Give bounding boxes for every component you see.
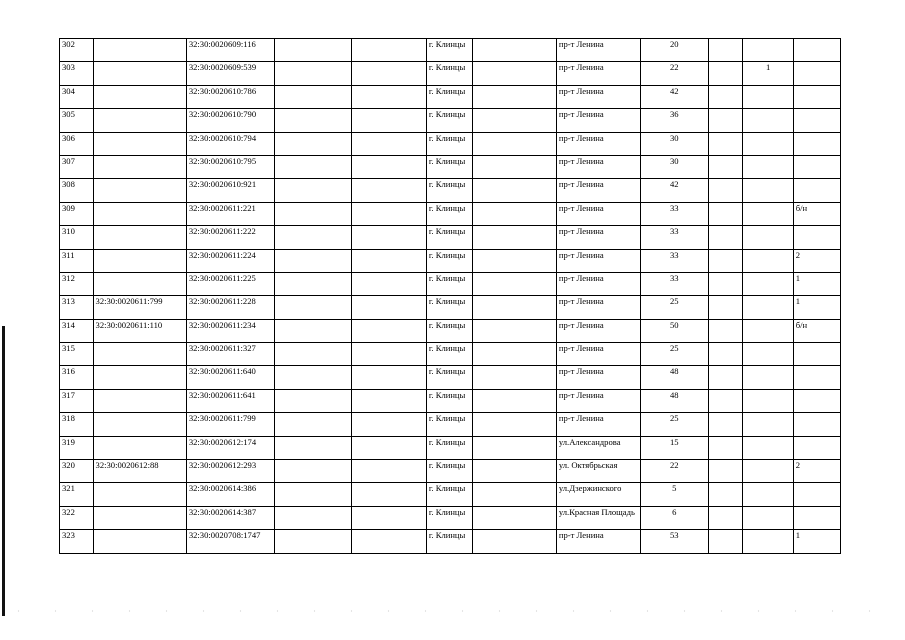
empty-cell (472, 460, 556, 483)
street-cell: пр-т Ленина (556, 202, 640, 225)
table-row (60, 343, 841, 366)
empty-cell (708, 483, 743, 506)
building-cell (743, 155, 793, 178)
scan-noise-line (0, 610, 905, 612)
building-cell (743, 319, 793, 342)
row-number-cell: 318 (60, 413, 94, 436)
street-cell: пр-т Ленина (556, 366, 640, 389)
empty-cell (352, 249, 426, 272)
street-cell: пр-т Ленина (556, 389, 640, 412)
row-number-cell: 320 (60, 460, 94, 483)
cadastral-number-cell: 32:30:0020611:228 (186, 296, 274, 319)
table-row (60, 155, 841, 178)
empty-cell (274, 530, 352, 553)
building-cell (743, 389, 793, 412)
table-row (60, 109, 841, 132)
apartment-cell: 2 (793, 460, 840, 483)
cadastral-number-cell: 32:30:0020611:222 (186, 226, 274, 249)
empty-cell (274, 413, 352, 436)
cadastral-number-cell: 32:30:0020609:116 (186, 39, 274, 62)
empty-cell (274, 179, 352, 202)
building-cell: 1 (743, 62, 793, 85)
register-body (60, 39, 841, 554)
apartment-cell (793, 85, 840, 108)
empty-cell (352, 272, 426, 295)
city-cell: г. Клинцы (426, 343, 472, 366)
parent-cadastral-cell (93, 109, 186, 132)
empty-cell (708, 62, 743, 85)
parent-cadastral-cell (93, 226, 186, 249)
house-number-cell: 20 (640, 39, 708, 62)
row-number-cell: 323 (60, 530, 94, 553)
row-number-cell: 321 (60, 483, 94, 506)
building-cell (743, 506, 793, 529)
street-cell: пр-т Ленина (556, 249, 640, 272)
street-cell: ул.Красная Площадь (556, 506, 640, 529)
cadastral-number-cell: 32:30:0020611:799 (186, 413, 274, 436)
empty-cell (352, 155, 426, 178)
empty-cell (472, 366, 556, 389)
empty-cell (274, 85, 352, 108)
street-cell: пр-т Ленина (556, 109, 640, 132)
empty-cell (274, 109, 352, 132)
cadastral-number-cell: 32:30:0020610:794 (186, 132, 274, 155)
apartment-cell (793, 483, 840, 506)
city-cell: г. Клинцы (426, 155, 472, 178)
table-row (60, 319, 841, 342)
empty-cell (472, 109, 556, 132)
empty-cell (352, 62, 426, 85)
cadastral-number-cell: 32:30:0020708:1747 (186, 530, 274, 553)
parent-cadastral-cell (93, 179, 186, 202)
building-cell (743, 483, 793, 506)
table-row (60, 226, 841, 249)
house-number-cell: 33 (640, 249, 708, 272)
parent-cadastral-cell (93, 436, 186, 459)
apartment-cell: б/н (793, 319, 840, 342)
city-cell: г. Клинцы (426, 366, 472, 389)
apartment-cell (793, 343, 840, 366)
cadastral-number-cell: 32:30:0020614:387 (186, 506, 274, 529)
empty-cell (274, 226, 352, 249)
empty-cell (708, 249, 743, 272)
empty-cell (352, 483, 426, 506)
empty-cell (472, 179, 556, 202)
empty-cell (708, 39, 743, 62)
building-cell (743, 436, 793, 459)
empty-cell (708, 179, 743, 202)
empty-cell (352, 389, 426, 412)
row-number-cell: 315 (60, 343, 94, 366)
table-row (60, 483, 841, 506)
empty-cell (708, 436, 743, 459)
empty-cell (472, 389, 556, 412)
parent-cadastral-cell (93, 202, 186, 225)
street-cell: пр-т Ленина (556, 179, 640, 202)
table-row (60, 62, 841, 85)
cadastral-number-cell: 32:30:0020609:539 (186, 62, 274, 85)
empty-cell (708, 155, 743, 178)
apartment-cell (793, 155, 840, 178)
table-row (60, 530, 841, 553)
apartment-cell (793, 62, 840, 85)
apartment-cell (793, 436, 840, 459)
empty-cell (472, 343, 556, 366)
street-cell: пр-т Ленина (556, 85, 640, 108)
cadastral-number-cell: 32:30:0020611:224 (186, 249, 274, 272)
row-number-cell: 316 (60, 366, 94, 389)
empty-cell (352, 296, 426, 319)
empty-cell (708, 109, 743, 132)
apartment-cell (793, 226, 840, 249)
empty-cell (708, 366, 743, 389)
row-number-cell: 319 (60, 436, 94, 459)
empty-cell (472, 506, 556, 529)
empty-cell (274, 506, 352, 529)
apartment-cell (793, 506, 840, 529)
parent-cadastral-cell (93, 85, 186, 108)
row-number-cell: 304 (60, 85, 94, 108)
empty-cell (352, 109, 426, 132)
city-cell: г. Клинцы (426, 85, 472, 108)
house-number-cell: 33 (640, 272, 708, 295)
city-cell: г. Клинцы (426, 483, 472, 506)
house-number-cell: 30 (640, 155, 708, 178)
cadastral-number-cell: 32:30:0020611:641 (186, 389, 274, 412)
table-row (60, 249, 841, 272)
apartment-cell (793, 179, 840, 202)
empty-cell (352, 319, 426, 342)
parent-cadastral-cell (93, 39, 186, 62)
building-cell (743, 366, 793, 389)
row-number-cell: 302 (60, 39, 94, 62)
empty-cell (274, 389, 352, 412)
street-cell: ул.Александрова (556, 436, 640, 459)
row-number-cell: 305 (60, 109, 94, 132)
parent-cadastral-cell (93, 249, 186, 272)
parent-cadastral-cell (93, 343, 186, 366)
row-number-cell: 313 (60, 296, 94, 319)
street-cell: пр-т Ленина (556, 62, 640, 85)
house-number-cell: 33 (640, 202, 708, 225)
apartment-cell (793, 413, 840, 436)
empty-cell (274, 62, 352, 85)
apartment-cell: б/н (793, 202, 840, 225)
empty-cell (352, 506, 426, 529)
table-row (60, 460, 841, 483)
empty-cell (708, 413, 743, 436)
cadastral-number-cell: 32:30:0020612:293 (186, 460, 274, 483)
cadastral-number-cell: 32:30:0020611:225 (186, 272, 274, 295)
city-cell: г. Клинцы (426, 389, 472, 412)
house-number-cell: 53 (640, 530, 708, 553)
empty-cell (274, 460, 352, 483)
empty-cell (352, 226, 426, 249)
house-number-cell: 30 (640, 132, 708, 155)
row-number-cell: 308 (60, 179, 94, 202)
city-cell: г. Клинцы (426, 132, 472, 155)
empty-cell (274, 319, 352, 342)
city-cell: г. Клинцы (426, 202, 472, 225)
city-cell: г. Клинцы (426, 296, 472, 319)
street-cell: ул. Октябрьская (556, 460, 640, 483)
row-number-cell: 306 (60, 132, 94, 155)
cadastral-number-cell: 32:30:0020614:386 (186, 483, 274, 506)
table-row (60, 366, 841, 389)
table-row (60, 272, 841, 295)
parent-cadastral-cell: 32:30:0020612:88 (93, 460, 186, 483)
city-cell: г. Клинцы (426, 530, 472, 553)
parent-cadastral-cell: 32:30:0020611:110 (93, 319, 186, 342)
empty-cell (352, 436, 426, 459)
apartment-cell: 1 (793, 272, 840, 295)
empty-cell (472, 249, 556, 272)
empty-cell (352, 85, 426, 108)
house-number-cell: 5 (640, 483, 708, 506)
empty-cell (472, 272, 556, 295)
city-cell: г. Клинцы (426, 249, 472, 272)
parent-cadastral-cell (93, 530, 186, 553)
row-number-cell: 311 (60, 249, 94, 272)
house-number-cell: 42 (640, 85, 708, 108)
cadastral-number-cell: 32:30:0020611:327 (186, 343, 274, 366)
row-number-cell: 322 (60, 506, 94, 529)
building-cell (743, 226, 793, 249)
city-cell: г. Клинцы (426, 179, 472, 202)
empty-cell (274, 202, 352, 225)
street-cell: ул.Дзержинского (556, 483, 640, 506)
cadastral-number-cell: 32:30:0020610:790 (186, 109, 274, 132)
house-number-cell: 22 (640, 460, 708, 483)
parent-cadastral-cell (93, 155, 186, 178)
empty-cell (472, 39, 556, 62)
parent-cadastral-cell: 32:30:0020611:799 (93, 296, 186, 319)
empty-cell (472, 296, 556, 319)
building-cell (743, 179, 793, 202)
apartment-cell: 1 (793, 296, 840, 319)
city-cell: г. Клинцы (426, 109, 472, 132)
empty-cell (708, 530, 743, 553)
table-row (60, 413, 841, 436)
table-row (60, 506, 841, 529)
building-cell (743, 85, 793, 108)
row-number-cell: 310 (60, 226, 94, 249)
parent-cadastral-cell (93, 62, 186, 85)
empty-cell (708, 132, 743, 155)
row-number-cell: 312 (60, 272, 94, 295)
empty-cell (352, 132, 426, 155)
table-row (60, 132, 841, 155)
apartment-cell: 2 (793, 249, 840, 272)
table-row (60, 39, 841, 62)
building-cell (743, 460, 793, 483)
row-number-cell: 317 (60, 389, 94, 412)
city-cell: г. Клинцы (426, 39, 472, 62)
street-cell: пр-т Ленина (556, 530, 640, 553)
house-number-cell: 25 (640, 413, 708, 436)
house-number-cell: 22 (640, 62, 708, 85)
house-number-cell: 15 (640, 436, 708, 459)
empty-cell (472, 132, 556, 155)
parent-cadastral-cell (93, 413, 186, 436)
house-number-cell: 42 (640, 179, 708, 202)
apartment-cell (793, 109, 840, 132)
empty-cell (708, 460, 743, 483)
empty-cell (352, 530, 426, 553)
parent-cadastral-cell (93, 483, 186, 506)
city-cell: г. Клинцы (426, 460, 472, 483)
apartment-cell (793, 366, 840, 389)
table-row (60, 296, 841, 319)
empty-cell (352, 366, 426, 389)
table-row (60, 202, 841, 225)
empty-cell (274, 272, 352, 295)
street-cell: пр-т Ленина (556, 343, 640, 366)
empty-cell (472, 202, 556, 225)
cadastral-number-cell: 32:30:0020610:786 (186, 85, 274, 108)
row-number-cell: 303 (60, 62, 94, 85)
empty-cell (352, 460, 426, 483)
empty-cell (472, 436, 556, 459)
row-number-cell: 307 (60, 155, 94, 178)
empty-cell (708, 296, 743, 319)
cadastral-number-cell: 32:30:0020611:221 (186, 202, 274, 225)
house-number-cell: 48 (640, 366, 708, 389)
street-cell: пр-т Ленина (556, 226, 640, 249)
empty-cell (708, 389, 743, 412)
empty-cell (274, 436, 352, 459)
cadastral-number-cell: 32:30:0020611:234 (186, 319, 274, 342)
building-cell (743, 109, 793, 132)
building-cell (743, 343, 793, 366)
apartment-cell (793, 132, 840, 155)
street-cell: пр-т Ленина (556, 155, 640, 178)
house-number-cell: 50 (640, 319, 708, 342)
building-cell (743, 39, 793, 62)
empty-cell (274, 366, 352, 389)
empty-cell (472, 85, 556, 108)
empty-cell (472, 413, 556, 436)
apartment-cell (793, 39, 840, 62)
row-number-cell: 314 (60, 319, 94, 342)
street-cell: пр-т Ленина (556, 132, 640, 155)
property-register-table (59, 38, 841, 554)
empty-cell (352, 343, 426, 366)
house-number-cell: 25 (640, 296, 708, 319)
parent-cadastral-cell (93, 389, 186, 412)
parent-cadastral-cell (93, 506, 186, 529)
street-cell: пр-т Ленина (556, 39, 640, 62)
empty-cell (708, 343, 743, 366)
city-cell: г. Клинцы (426, 413, 472, 436)
building-cell (743, 530, 793, 553)
cadastral-number-cell: 32:30:0020610:795 (186, 155, 274, 178)
empty-cell (708, 319, 743, 342)
empty-cell (352, 39, 426, 62)
parent-cadastral-cell (93, 366, 186, 389)
empty-cell (472, 62, 556, 85)
house-number-cell: 33 (640, 226, 708, 249)
empty-cell (352, 413, 426, 436)
street-cell: пр-т Ленина (556, 413, 640, 436)
empty-cell (472, 319, 556, 342)
street-cell: пр-т Ленина (556, 272, 640, 295)
apartment-cell (793, 389, 840, 412)
empty-cell (352, 202, 426, 225)
city-cell: г. Клинцы (426, 506, 472, 529)
empty-cell (274, 296, 352, 319)
cadastral-number-cell: 32:30:0020611:640 (186, 366, 274, 389)
empty-cell (472, 226, 556, 249)
empty-cell (472, 155, 556, 178)
parent-cadastral-cell (93, 272, 186, 295)
row-number-cell: 309 (60, 202, 94, 225)
building-cell (743, 132, 793, 155)
building-cell (743, 272, 793, 295)
empty-cell (708, 202, 743, 225)
building-cell (743, 296, 793, 319)
city-cell: г. Клинцы (426, 226, 472, 249)
parent-cadastral-cell (93, 132, 186, 155)
empty-cell (274, 39, 352, 62)
empty-cell (274, 155, 352, 178)
empty-cell (708, 506, 743, 529)
empty-cell (352, 179, 426, 202)
building-cell (743, 413, 793, 436)
city-cell: г. Клинцы (426, 436, 472, 459)
city-cell: г. Клинцы (426, 272, 472, 295)
empty-cell (708, 272, 743, 295)
street-cell: пр-т Ленина (556, 319, 640, 342)
empty-cell (274, 483, 352, 506)
house-number-cell: 25 (640, 343, 708, 366)
apartment-cell: 1 (793, 530, 840, 553)
house-number-cell: 6 (640, 506, 708, 529)
house-number-cell: 36 (640, 109, 708, 132)
empty-cell (472, 483, 556, 506)
table-row (60, 179, 841, 202)
table-row (60, 85, 841, 108)
scan-page-edge (2, 326, 5, 616)
building-cell (743, 202, 793, 225)
city-cell: г. Клинцы (426, 319, 472, 342)
table-row (60, 389, 841, 412)
table-row (60, 436, 841, 459)
empty-cell (274, 343, 352, 366)
city-cell: г. Клинцы (426, 62, 472, 85)
empty-cell (472, 530, 556, 553)
building-cell (743, 249, 793, 272)
cadastral-number-cell: 32:30:0020612:174 (186, 436, 274, 459)
house-number-cell: 48 (640, 389, 708, 412)
cadastral-number-cell: 32:30:0020610:921 (186, 179, 274, 202)
empty-cell (274, 249, 352, 272)
empty-cell (274, 132, 352, 155)
empty-cell (708, 85, 743, 108)
street-cell: пр-т Ленина (556, 296, 640, 319)
empty-cell (708, 226, 743, 249)
